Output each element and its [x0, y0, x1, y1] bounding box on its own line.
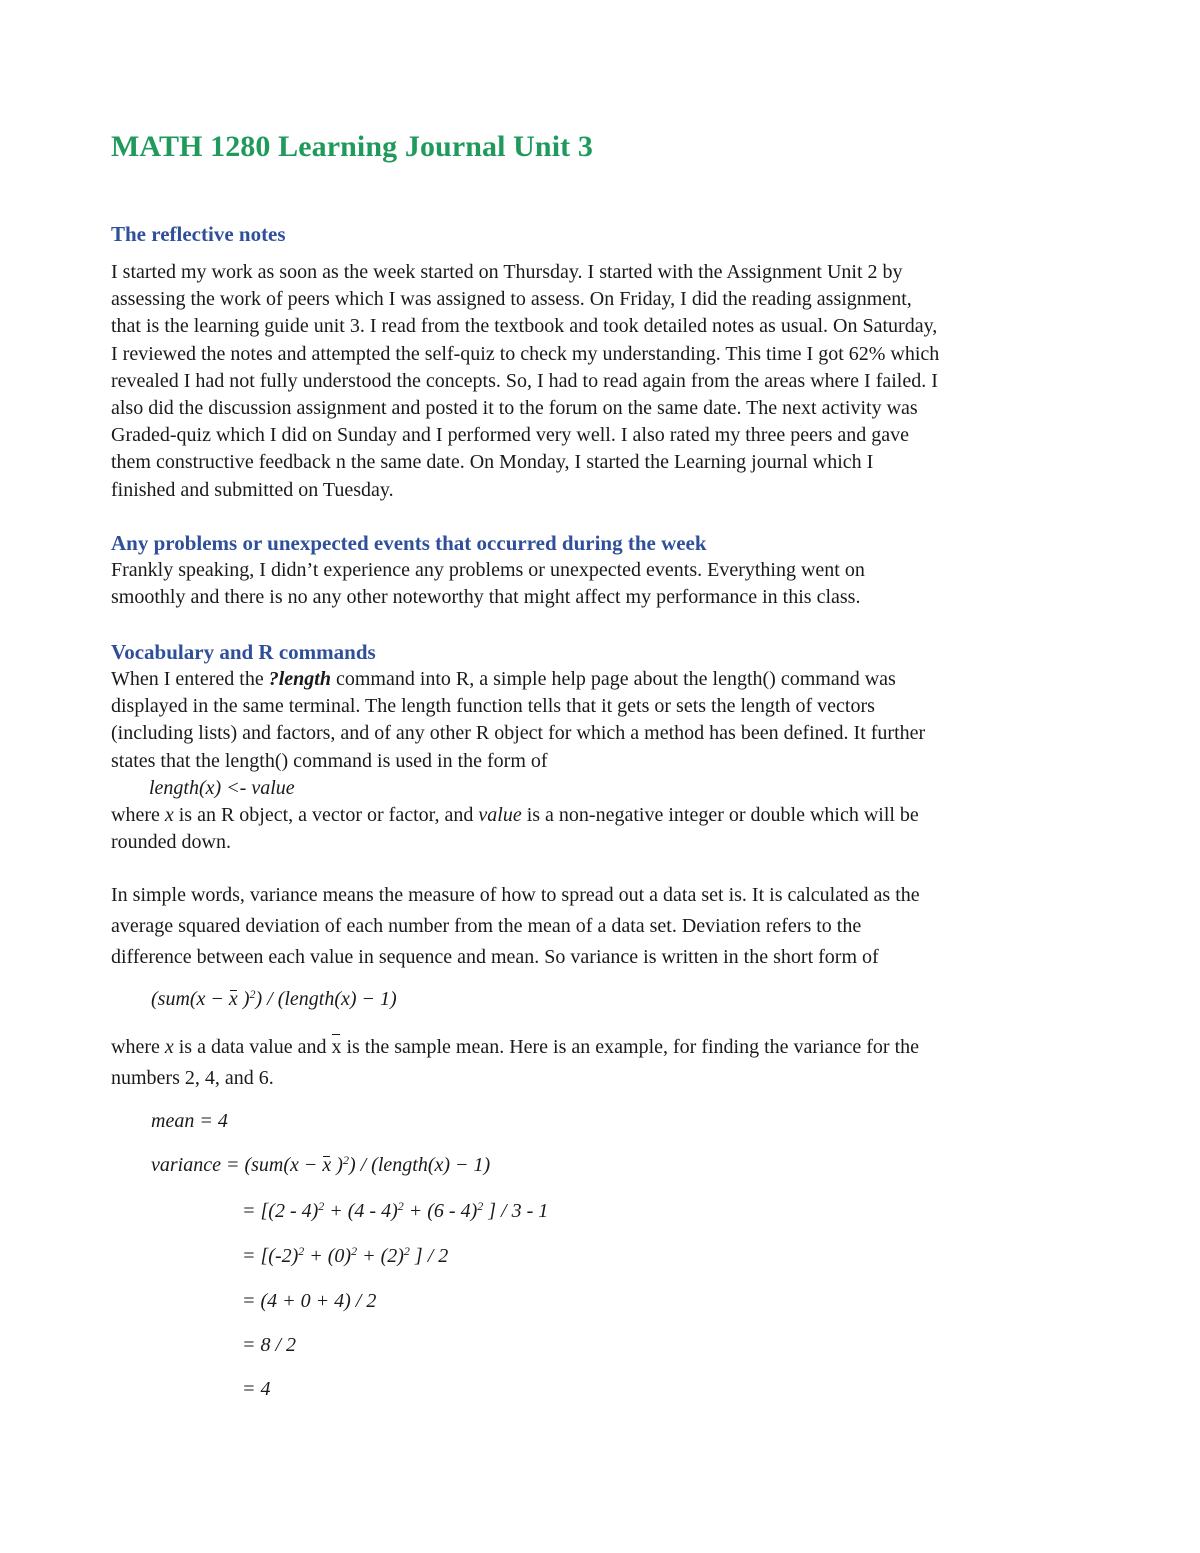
text-line: difference between each value in sequence and mean. So variance is written in the short form of	[111, 946, 879, 968]
text-line: average squared deviation of each number from the mean of a data set. Deviation refers to the	[111, 915, 862, 937]
x-bar: x	[228, 988, 238, 1010]
variance-formula	[151, 988, 397, 1011]
text-fragment: where	[111, 1036, 165, 1058]
text-line: I reviewed the notes and attempted the self-quiz to check my understanding. This time I got 62% which	[111, 342, 940, 365]
text-fragment: is an R object, a vector or factor, and	[173, 804, 479, 827]
formula-part: ) / (length(x) − 1)	[348, 1154, 491, 1176]
example-step-1	[242, 1200, 548, 1223]
formula-part: ) / (length(x) − 1)	[255, 988, 397, 1010]
exponent: 2	[477, 1199, 484, 1213]
x-bar: x	[322, 1154, 332, 1176]
text-line: assessing the work of peers which I was assigned to assess. On Friday, I did the reading assignment,	[111, 288, 912, 311]
formula-part: ] / 2	[409, 1245, 449, 1267]
variance-paragraph	[111, 880, 1091, 973]
length-form-text: length(x) <- value	[149, 776, 295, 799]
formula-part: + (4 - 4)	[324, 1200, 398, 1222]
text-line	[111, 666, 1091, 693]
text-line: (including lists) and factors, and of any other R object for which a method has been defined. It further	[111, 722, 926, 745]
text-line	[111, 1032, 1091, 1063]
text-line	[111, 802, 1091, 829]
text-line: I started my work as soon as the week started on Thursday. I started with the Assignment Unit 2 by	[111, 261, 903, 283]
exponent: 2	[351, 1244, 358, 1258]
exponent: 2	[342, 1153, 349, 1167]
formula-part: + (2)	[357, 1245, 404, 1267]
heading-problems: Any problems or unexpected events that occurred during the week	[111, 531, 707, 555]
text-fragment: is a data value and	[173, 1036, 332, 1058]
text-fragment: where	[111, 804, 165, 827]
formula-part: + (0)	[304, 1245, 352, 1267]
var-x: x	[164, 804, 174, 827]
text-line: finished and submitted on Tuesday.	[111, 478, 394, 501]
formula-part: (sum(x −	[151, 988, 229, 1010]
vocabulary-paragraph	[111, 666, 1091, 856]
text-line: smoothly and there is no any other noteworthy that might affect my performance in this class.	[111, 586, 861, 609]
length-form	[111, 775, 1091, 802]
text-line: Graded-quiz which I did on Sunday and I performed very well. I also rated my three peers and gave	[111, 424, 910, 447]
text-fragment: When I entered the	[111, 668, 269, 690]
problems-paragraph	[111, 557, 1091, 611]
text-line: states that the length() command is used in the form of	[111, 749, 548, 772]
text-fragment: is the sample mean. Here is an example, for finding the variance for the	[341, 1036, 920, 1058]
formula-part: + (6 - 4)	[403, 1200, 478, 1222]
text-line: that is the learning guide unit 3. I read from the textbook and took detailed notes as usual. On Saturday,	[111, 315, 938, 338]
formula-part: )	[237, 988, 250, 1010]
var-x: x	[164, 1036, 174, 1058]
text-fragment: command into R, a simple help page about the length() command was	[330, 668, 896, 690]
example-mean: mean = 4	[151, 1110, 228, 1132]
formula-part: = [(2 - 4)	[242, 1200, 319, 1222]
example-variance-formula	[151, 1154, 490, 1177]
command-length: ?length	[268, 668, 331, 690]
text-fragment: is a non-negative integer or double which will be	[521, 804, 919, 827]
example-step-5: = 4	[242, 1378, 271, 1400]
var-value: value	[478, 804, 522, 827]
formula-part: variance = (sum(x −	[151, 1154, 323, 1176]
formula-part: )	[331, 1154, 343, 1176]
text-line: numbers 2, 4, and 6.	[111, 1067, 274, 1089]
text-line: revealed I had not fully understood the concepts. So, I had to read again from the areas where I failed. I	[111, 369, 938, 392]
example-step-2	[242, 1245, 448, 1268]
text-line: them constructive feedback n the same date. On Monday, I started the Learning journal which I	[111, 451, 874, 474]
text-line: also did the discussion assignment and posted it to the forum on the same date. The next activity was	[111, 397, 918, 420]
exponent: 2	[298, 1244, 305, 1258]
x-bar: x	[331, 1032, 341, 1063]
heading-vocabulary: Vocabulary and R commands	[111, 640, 376, 664]
text-line: displayed in the same terminal. The length function tells that it gets or sets the length of vectors	[111, 695, 875, 718]
exponent: 2	[397, 1199, 404, 1213]
where-paragraph	[111, 1032, 1091, 1094]
text-line: rounded down.	[111, 831, 231, 854]
exponent: 2	[403, 1244, 410, 1258]
exponent: 2	[318, 1199, 325, 1213]
exponent: 2	[249, 987, 256, 1001]
reflective-paragraph	[111, 259, 1091, 504]
formula-part: = [(-2)	[242, 1245, 299, 1267]
formula-part: ] / 3 - 1	[483, 1200, 549, 1222]
page-title: MATH 1280 Learning Journal Unit 3	[111, 130, 593, 163]
example-step-3: = (4 + 0 + 4) / 2	[242, 1290, 377, 1312]
text-line: In simple words, variance means the measure of how to spread out a data set is. It is calculated as the	[111, 884, 920, 906]
text-line: Frankly speaking, I didn’t experience any problems or unexpected events. Everything went on	[111, 559, 865, 581]
example-step-4: = 8 / 2	[242, 1334, 297, 1356]
heading-reflective-notes: The reflective notes	[111, 222, 286, 246]
